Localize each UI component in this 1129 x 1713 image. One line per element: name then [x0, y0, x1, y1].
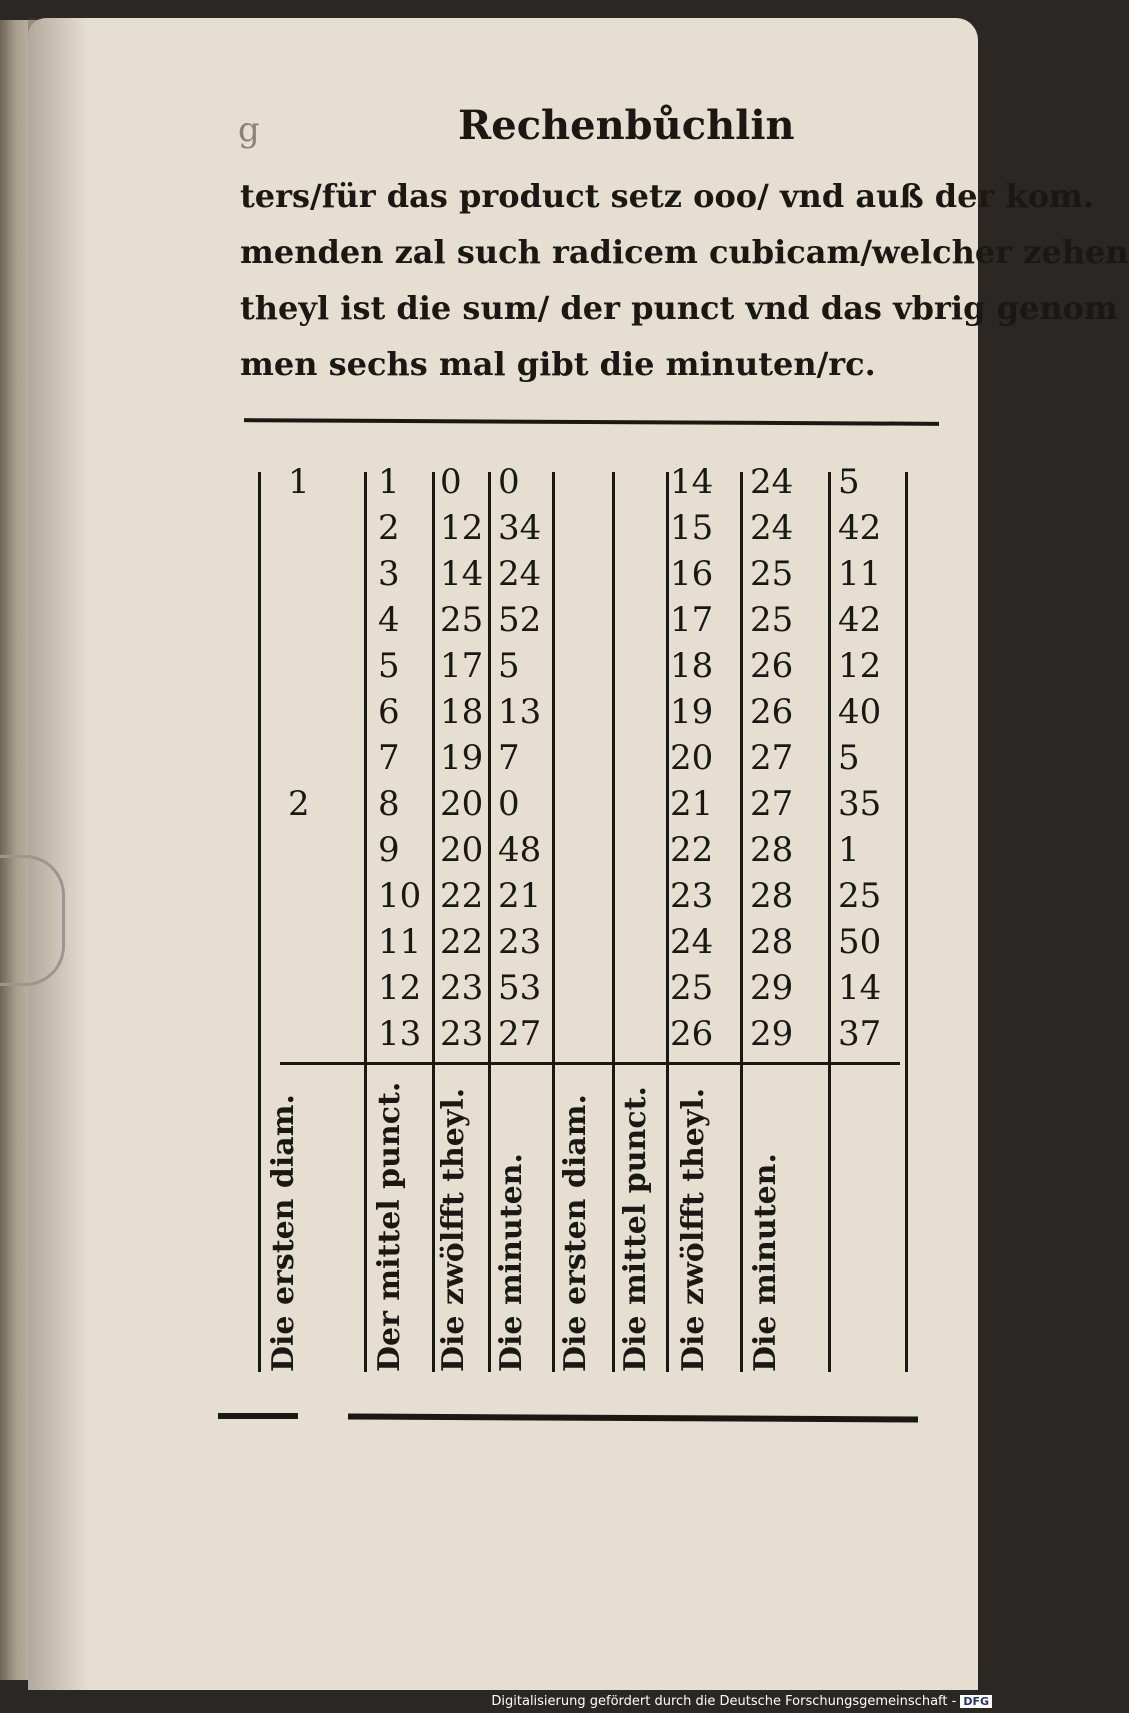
table-cell: 8	[378, 784, 400, 824]
table-cell: 2	[378, 508, 400, 548]
table-cell: 24	[750, 462, 794, 502]
table-cell: 25	[750, 554, 794, 594]
footer-credit	[491, 1694, 992, 1709]
table-cell: 22	[440, 876, 484, 916]
column-rule	[612, 472, 615, 1372]
column-rule	[828, 472, 831, 1372]
column-label: Die mittel punct.	[618, 1086, 653, 1372]
table-cell: 23	[498, 922, 542, 962]
table-cell: 1	[288, 462, 310, 502]
table-cell: 25	[440, 600, 484, 640]
table-bottom-rule	[218, 1413, 298, 1419]
table-cell: 0	[498, 784, 520, 824]
table-cell: 17	[670, 600, 714, 640]
table-cell: 7	[498, 738, 520, 778]
table-cell: 42	[838, 600, 882, 640]
column-label: Der mittel punct.	[372, 1081, 407, 1372]
table-cell: 21	[670, 784, 714, 824]
table-cell: 14	[440, 554, 484, 594]
table-cell: 16	[670, 554, 714, 594]
table-cell: 28	[750, 922, 794, 962]
column-label: Die zwölfft theyl.	[436, 1087, 471, 1372]
table-cell: 23	[440, 968, 484, 1008]
table-cell: 19	[670, 692, 714, 732]
table-cell: 26	[670, 1014, 714, 1054]
text-line: theyl ist die sum/ der punct vnd das vbrig genom	[240, 289, 1118, 327]
body-text	[240, 168, 1129, 392]
column-rule	[740, 472, 743, 1372]
table-cell: 0	[440, 462, 462, 502]
table-cell: 12	[838, 646, 882, 686]
column-label: Die minuten.	[748, 1153, 783, 1372]
column-label: Die zwölfft theyl.	[676, 1087, 711, 1372]
table-cell: 18	[670, 646, 714, 686]
table-cell: 34	[498, 508, 542, 548]
text-line: men sechs mal gibt die minuten/rc.	[240, 345, 876, 383]
column-rule	[432, 472, 435, 1372]
table-cell: 24	[498, 554, 542, 594]
table-cell: 23	[440, 1014, 484, 1054]
table-cell: 4	[378, 600, 400, 640]
table-cell: 10	[378, 876, 422, 916]
column-label: Die minuten.	[494, 1153, 529, 1372]
text-line: ters/für das product setz ooo/ vnd auß der kom.	[240, 177, 1095, 215]
table-cell: 1	[838, 830, 860, 870]
table-cell: 24	[750, 508, 794, 548]
table-cell: 15	[670, 508, 714, 548]
column-rule	[364, 472, 367, 1372]
table-cell: 20	[440, 784, 484, 824]
running-header: Rechenbůchlin	[458, 102, 795, 149]
table-cell: 53	[498, 968, 542, 1008]
page-gutter-shadow	[28, 18, 88, 1690]
table-cell: 23	[670, 876, 714, 916]
table-cell: 9	[378, 830, 400, 870]
table-cell: 14	[838, 968, 882, 1008]
table-cell: 50	[838, 922, 882, 962]
table-cell: 27	[750, 784, 794, 824]
table-cell: 17	[440, 646, 484, 686]
table-cell: 5	[378, 646, 400, 686]
table-cell: 19	[440, 738, 484, 778]
table-cell: 29	[750, 968, 794, 1008]
table-cell: 25	[838, 876, 882, 916]
column-label: Die ersten diam.	[558, 1094, 593, 1372]
table-cell: 0	[498, 462, 520, 502]
column-rule	[552, 472, 555, 1372]
table-cell: 5	[838, 462, 860, 502]
table-cell: 2	[288, 784, 310, 824]
table-cell: 11	[378, 922, 422, 962]
table-cell: 35	[838, 784, 882, 824]
table-cell: 26	[750, 646, 794, 686]
table-cell: 27	[750, 738, 794, 778]
table-cell: 5	[838, 738, 860, 778]
table-cell: 13	[378, 1014, 422, 1054]
table-cell: 12	[440, 508, 484, 548]
column-rule	[666, 472, 669, 1372]
column-rule	[488, 472, 491, 1372]
table-cell: 25	[670, 968, 714, 1008]
table-cell: 18	[440, 692, 484, 732]
table-cell: 6	[378, 692, 400, 732]
table-cell: 29	[750, 1014, 794, 1054]
table-cell: 11	[838, 554, 882, 594]
numbers-underline	[280, 1062, 900, 1065]
table-cell: 52	[498, 600, 542, 640]
table-cell: 14	[670, 462, 714, 502]
table-cell: 27	[498, 1014, 542, 1054]
text-line: menden zal such radicem cubicam/welcher zehen	[240, 233, 1129, 271]
table-cell: 42	[838, 508, 882, 548]
value-table	[240, 462, 920, 1377]
column-rule	[258, 472, 261, 1372]
table-cell: 12	[378, 968, 422, 1008]
page-clip	[0, 855, 65, 986]
table-cell: 7	[378, 738, 400, 778]
column-rule	[905, 472, 908, 1372]
table-cell: 28	[750, 876, 794, 916]
dfg-logo: DFG	[960, 1695, 992, 1708]
page-number-faded: g	[238, 110, 260, 150]
table-cell: 22	[670, 830, 714, 870]
table-cell: 20	[670, 738, 714, 778]
table-cell: 5	[498, 646, 520, 686]
footer-credit-text: Digitalisierung gefördert durch die Deutsche Forschungsgemeinschaft -	[491, 1694, 957, 1709]
table-cell: 40	[838, 692, 882, 732]
table-cell: 25	[750, 600, 794, 640]
table-cell: 3	[378, 554, 400, 594]
table-cell: 28	[750, 830, 794, 870]
table-cell: 1	[378, 462, 400, 502]
table-cell: 37	[838, 1014, 882, 1054]
table-cell: 21	[498, 876, 542, 916]
table-cell: 26	[750, 692, 794, 732]
table-cell: 22	[440, 922, 484, 962]
table-cell: 48	[498, 830, 542, 870]
table-cell: 13	[498, 692, 542, 732]
table-cell: 20	[440, 830, 484, 870]
table-cell: 24	[670, 922, 714, 962]
column-label: Die ersten diam.	[266, 1094, 301, 1372]
